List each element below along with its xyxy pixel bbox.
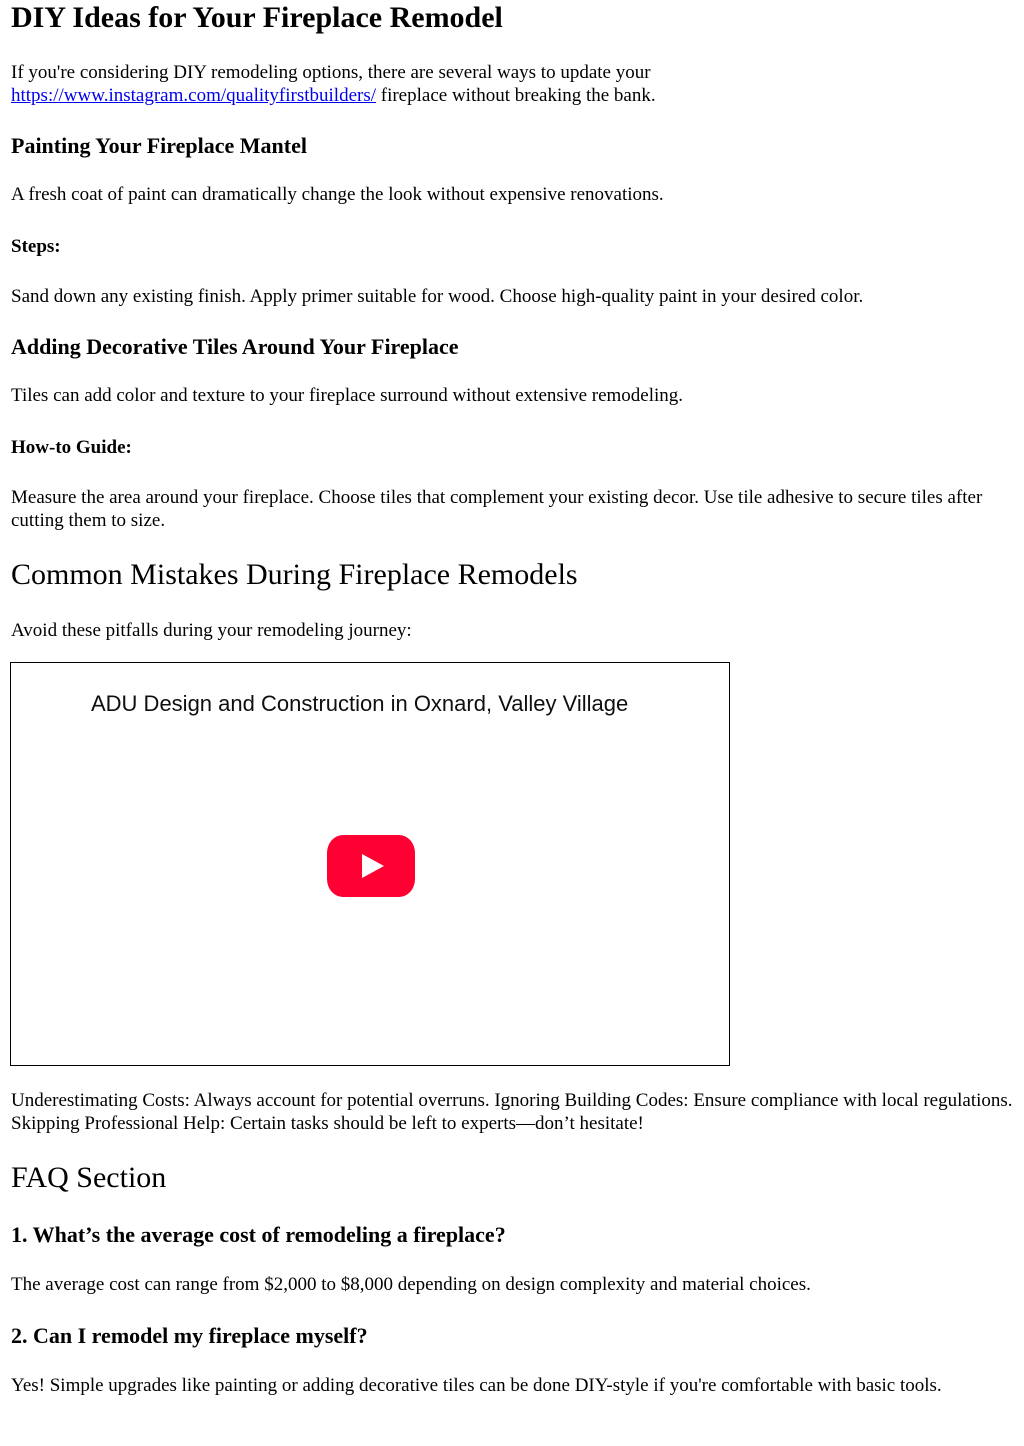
play-triangle-icon (362, 854, 384, 878)
faq-heading: FAQ Section (11, 1161, 167, 1194)
page-title: DIY Ideas for Your Fireplace Remodel (11, 1, 503, 34)
faq-question-2: 2. Can I remodel my fireplace myself? (11, 1323, 368, 1348)
faq-answer-2: Yes! Simple upgrades like painting or adding decorative tiles can be done DIY-style if you're comfortable with basic tools. (11, 1375, 942, 1396)
how-to-text: Measure the area around your fireplace. Choose tiles that complement your existing decor. Use tile adhesive to secure tiles after cutting them to size. (11, 487, 983, 531)
steps-text: Sand down any existing finish. Apply primer suitable for wood. Choose high-quality paint in your desired color. (11, 286, 864, 307)
how-to-heading: How-to Guide: (11, 437, 132, 458)
video-title[interactable]: ADU Design and Construction in Oxnard, Valley Village (91, 691, 629, 716)
video-embed[interactable] (10, 662, 730, 1066)
instagram-link[interactable]: https://www.instagram.com/qualityfirstbuilders/ (11, 85, 376, 106)
faq-answer-1: The average cost can range from $2,000 to $8,000 depending on design complexity and material choices. (11, 1274, 811, 1295)
mistakes-heading: Common Mistakes During Fireplace Remodels (11, 558, 578, 591)
painting-text: A fresh coat of paint can dramatically change the look without expensive renovations. (11, 184, 664, 205)
steps-heading: Steps: (11, 236, 61, 257)
intro-text-after: fireplace without breaking the bank. (376, 85, 656, 106)
intro-paragraph (11, 61, 1013, 107)
tiles-heading: Adding Decorative Tiles Around Your Fireplace (11, 334, 459, 359)
faq-question-1: 1. What’s the average cost of remodeling a fireplace? (11, 1222, 506, 1247)
youtube-play-icon[interactable] (327, 835, 415, 897)
mistakes-intro: Avoid these pitfalls during your remodeling journey: (11, 620, 412, 641)
mistakes-list-text: Underestimating Costs: Always account for potential overruns. Ignoring Building Codes: Ensure compliance with local regulations. Skipping Professional Help: Certain tasks should be left to experts—don’t hesitate! (11, 1090, 1013, 1134)
painting-heading: Painting Your Fireplace Mantel (11, 133, 307, 158)
tiles-text: Tiles can add color and texture to your fireplace surround without extensive remodeling. (11, 385, 684, 406)
intro-text-before: If you're considering DIY remodeling options, there are several ways to update your (11, 62, 651, 83)
